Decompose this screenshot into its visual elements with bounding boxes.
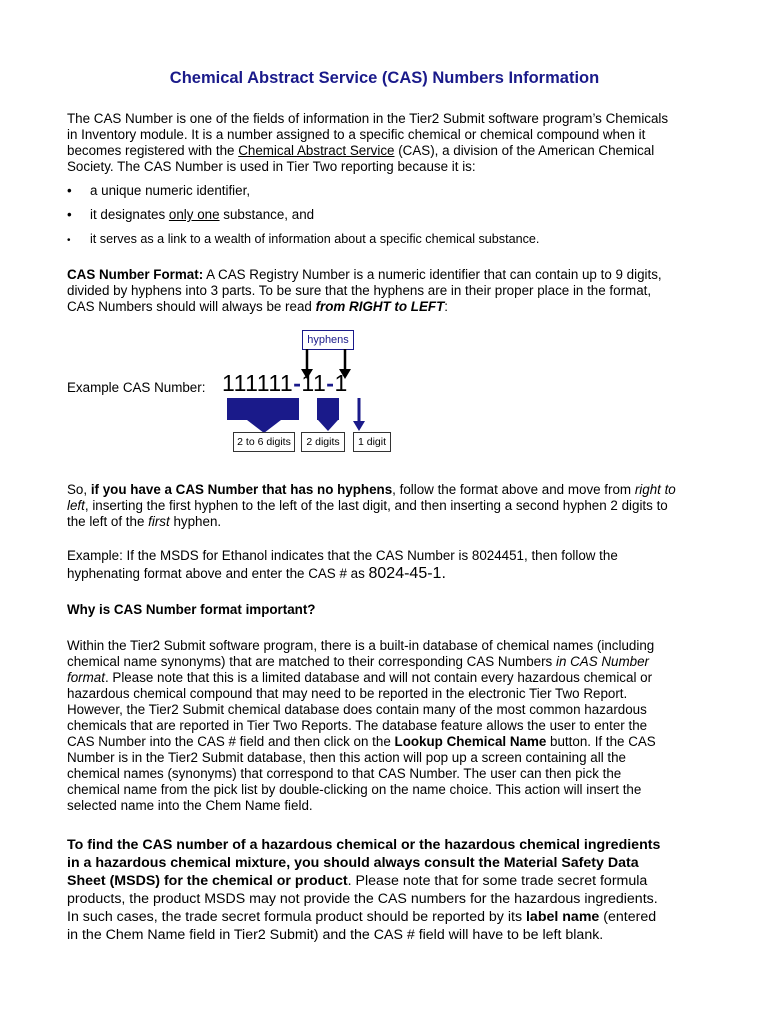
find-line-1: To find the CAS number of a hazardous chemical or the hazardous chemical ingredients (67, 837, 661, 853)
why-line-10: chemical name from the pick list by double-clicking on the name choice. This action will insert the (67, 782, 642, 797)
list-item-text: a unique numeric identifier, (90, 183, 251, 198)
so-line-3 (67, 514, 707, 530)
cas-part-2: 11 (301, 370, 327, 396)
part3-arrow-head (353, 421, 365, 431)
so-italic-text: left (67, 498, 85, 513)
list-item (67, 207, 707, 231)
example-line-2 (67, 566, 707, 582)
so-line-2 (67, 498, 707, 514)
underlined-text: only one (168, 207, 220, 222)
cas-link-text: Chemical Abstract Service (238, 143, 395, 158)
format-text: : (444, 299, 448, 314)
find-line-3 (67, 872, 707, 890)
why-text: button. If the CAS (546, 734, 656, 749)
find-line-2: in a hazardous chemical mixture, you should always consult the Material Safety Data (67, 855, 639, 871)
so-text: So, (67, 482, 91, 497)
example-line-1: Example: If the MSDS for Ethanol indicates that the CAS Number is 8024451, then follow the (67, 548, 618, 563)
list-item-text-part: substance, and (219, 207, 315, 222)
list-item-text: it serves as a link to a wealth of information about a specific chemical substance. (90, 232, 540, 246)
list-item-text-part: it designates (90, 207, 169, 222)
label-name-text: label name (525, 909, 600, 925)
why-line-5: However, the Tier2 Submit chemical database does contain many of the most common hazardous (67, 702, 647, 717)
so-italic-text: right to (634, 482, 676, 497)
find-line-6: in the Chem Name field in Tier2 Submit) and the CAS # field will have to be left blank. (67, 927, 604, 943)
why-text: chemical name synonyms) that are matched to their corresponding CAS Numbers (67, 654, 556, 669)
cas-part-1: 111111 (222, 370, 294, 396)
list-item (67, 183, 707, 207)
list-item (67, 231, 707, 255)
why-heading: Why is CAS Number format important? (67, 602, 316, 617)
format-line-3 (67, 299, 707, 315)
so-bold-text: if you have a CAS Number that has no hyphens (90, 482, 393, 497)
so-line-1 (67, 482, 707, 498)
part2-block-arrow-head (318, 420, 338, 431)
format-label: CAS Number Format: (67, 267, 204, 282)
bullet-icon: • (67, 207, 72, 222)
lookup-chemical-name-text: Lookup Chemical Name (394, 734, 547, 749)
hyphens-label-box: hyphens (302, 330, 354, 350)
find-line-4: products, the product MSDS may not provide the CAS numbers for the hazardous ingredients. (67, 891, 658, 907)
example-cas-number (222, 370, 348, 397)
so-text: hyphen. (169, 514, 222, 529)
why-line-8: Number is in the Tier2 Submit database, then this action will pop up a screen containing all the (67, 750, 627, 765)
find-text: In such cases, the trade secret formula product should be reported by its (67, 909, 526, 925)
why-italic-text: format (67, 670, 105, 685)
example-cas-label: Example CAS Number: (67, 380, 206, 395)
why-italic-text: in CAS Number (555, 654, 650, 669)
so-text: , follow the format above and move from (392, 482, 635, 497)
intro-line-4: Society. The CAS Number is used in Tier Two reporting because it is: (67, 159, 476, 174)
why-line-4: hazardous chemical compound that may need to be reported in the electronic Tier Two Report. (67, 686, 628, 701)
why-line-6: chemicals that are reported in Tier Two Reports. The database feature allows the user to enter the (67, 718, 648, 733)
format-text: A CAS Registry Number is a numeric identifier that can contain up to 9 digits, (203, 267, 662, 282)
bullet-icon: • (67, 235, 71, 246)
intro-line-1: The CAS Number is one of the fields of information in the Tier2 Submit software program’s Chemicals (67, 111, 669, 126)
why-line-7 (67, 734, 707, 750)
format-text: CAS Numbers should will always be read (67, 299, 316, 314)
emphasis-text: from RIGHT to LEFT (315, 299, 445, 314)
so-text: the left of the (67, 514, 149, 529)
page-title: Chemical Abstract Service (CAS) Numbers Information (169, 69, 600, 87)
part3-digits-label: 1 digit (353, 432, 391, 452)
cas-format-diagram (67, 328, 707, 458)
find-text: (entered (599, 909, 657, 925)
bullet-icon: • (67, 183, 72, 198)
intro-text: (CAS), a division of the American Chemical (394, 143, 655, 158)
why-line-1: Within the Tier2 Submit software program, there is a built-in database of chemical names (including (67, 638, 655, 653)
part2-block-arrow (317, 398, 339, 420)
example-text: hyphenating format above and enter the CAS # as (67, 566, 369, 581)
why-line-3 (67, 670, 707, 686)
cas-part-3: 1 (334, 370, 348, 396)
so-text: , inserting the first hyphen to the left of the last digit, and then inserting a second hyphen 2 digits to (84, 498, 668, 513)
find-text: . Please note that for some trade secret formula (347, 873, 648, 889)
intro-line-2: in Inventory module. It is a number assigned to a specific chemical or chemical compound when it (67, 127, 646, 142)
part1-digits-label: 2 to 6 digits (233, 432, 295, 452)
why-text: CAS Number into the CAS # field and then click on the (67, 734, 395, 749)
format-line-1 (67, 267, 707, 283)
why-line-11: selected name into the Chem Name field. (67, 798, 313, 813)
part2-digits-label: 2 digits (301, 432, 345, 452)
why-text: . Please note that this is a limited database and will not contain every hazardous chemical or (104, 670, 653, 685)
find-line-5 (67, 908, 707, 926)
reasons-list (67, 183, 707, 255)
find-bold-text: Sheet (MSDS) for the chemical or product (67, 873, 348, 889)
intro-line-3 (67, 143, 707, 159)
cas-hyphen-2: - (326, 370, 335, 396)
cas-hyphen-1: - (293, 370, 302, 396)
so-italic-text: first (148, 514, 170, 529)
why-line-2 (67, 654, 707, 670)
list-item-text (90, 207, 314, 223)
format-line-2: divided by hyphens into 3 parts. To be sure that the hyphens are in their proper place in the format, (67, 283, 652, 298)
part1-block-arrow (227, 398, 299, 420)
example-cas-value: 8024-45-1. (368, 565, 446, 582)
intro-text: becomes registered with the (67, 143, 239, 158)
why-line-9: chemical names (synonyms) that correspond to that CAS Number. The user can then pick the (67, 766, 622, 781)
